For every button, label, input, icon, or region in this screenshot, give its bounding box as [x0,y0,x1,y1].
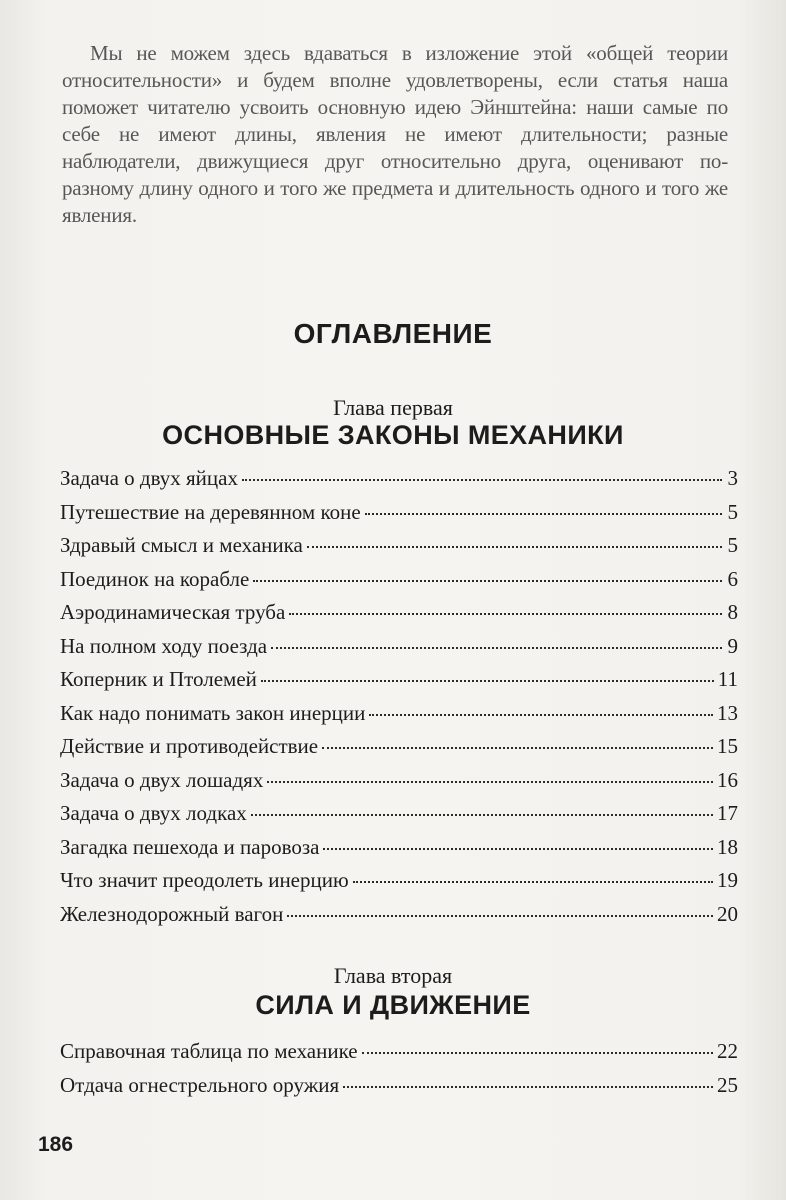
toc-entry-title: Загадка пешехода и паровоза [60,834,320,859]
toc-entry[interactable] [60,898,738,932]
toc-entry-page: 15 [717,734,738,758]
intro-paragraph-text: Мы не можем здесь вдаваться в изложение этой «общей теории относительности» и будем вполне удовлетворены, если статья наша поможет читателю усвоить основную идею Эйнштейна: наши самые по себе не имеют длины, явления не имеют длительности; разные наблюдатели, движущиеся друг относительно друга, оценивают по-разному длину одного и того же предмета и длительность одного и того же явления. [62,41,728,227]
toc-entry-title: Железнодорожный вагон [60,901,284,926]
toc-entry-title: Поединок на корабле [60,566,250,591]
toc-entry[interactable] [60,529,738,563]
dot-leader [362,1052,713,1054]
toc-entry[interactable] [60,864,738,898]
chapter-1-title: ОСНОВНЫЕ ЗАКОНЫ МЕХАНИКИ [162,420,624,450]
toc-entry[interactable] [60,496,738,530]
toc-entry-page: 9 [727,633,738,658]
dot-leader [369,714,713,716]
toc-entry-page: 5 [727,499,738,524]
toc-entry-title: Аэродинамическая труба [60,600,286,624]
toc-entry-title: Справочная таблица по механике [60,1039,358,1063]
toc-entry[interactable] [60,831,738,865]
toc-entry-page: 3 [727,466,738,490]
toc-entry-page: 11 [717,667,738,691]
toc-entry[interactable] [60,764,738,798]
chapter-1-label: Глава первая [333,395,453,420]
toc-entry-title: Путешествие на деревянном коне [60,499,361,524]
chapter-2-title: СИЛА И ДВИЖЕНИЕ [255,990,531,1020]
toc-entry-title: На полном ходу поезда [60,633,268,658]
dot-leader [353,881,713,883]
toc-entry-page: 22 [717,1039,738,1063]
toc-entry-title: Задача о двух лошадях [60,767,264,792]
toc-entry[interactable] [60,663,738,697]
toc-entry-page: 8 [727,600,738,624]
toc-entry-title: Задача о двух яйцах [60,466,238,490]
toc-entry-page: 6 [727,566,738,591]
intro-paragraph [62,40,728,229]
toc-entry[interactable] [60,630,738,664]
toc-entry[interactable] [60,563,738,597]
toc-entry[interactable] [60,462,738,496]
dot-leader [261,680,714,682]
toc-entry-title: Здравый смысл и механика [60,533,303,557]
dot-leader [251,814,713,816]
dot-leader [322,747,713,749]
dot-leader [307,546,722,548]
toc-entry-page: 20 [717,901,738,926]
toc-entry[interactable] [60,1069,738,1103]
dot-leader [271,647,722,649]
toc-entry-title: Что значит преодолеть инерцию [60,868,349,892]
dot-leader [287,915,713,917]
dot-leader [343,1086,713,1088]
dot-leader [242,479,722,481]
toc-entry-page: 19 [717,868,738,892]
toc-entry[interactable] [60,797,738,831]
dot-leader [289,613,722,615]
toc-entry[interactable] [60,697,738,731]
toc-heading: ОГЛАВЛЕНИЕ [293,318,493,349]
toc-entry-page: 16 [717,767,738,792]
toc-entry-title: Отдача огнестрельного оружия [60,1072,340,1097]
dot-leader [365,513,722,515]
toc-entry-title: Действие и противодействие [60,734,319,758]
dot-leader [253,580,722,582]
toc-entry-page: 5 [727,533,738,557]
toc-entry-page: 17 [717,801,738,825]
chapter-2-entries [60,1035,738,1102]
chapter-1-entries [60,462,738,931]
toc-entry-page: 25 [717,1072,738,1097]
chapter-2-label: Глава вторая [333,963,453,988]
toc-entry[interactable] [60,596,738,630]
toc-entry-title: Коперник и Птолемей [60,667,257,691]
toc-entry-title: Как надо понимать закон инерции [60,700,366,725]
dot-leader [267,781,713,783]
toc-entry-page: 18 [717,834,738,859]
toc-entry-page: 13 [717,700,738,725]
toc-entry[interactable] [60,1035,738,1069]
dot-leader [323,848,713,850]
toc-entry-title: Задача о двух лодках [60,801,247,825]
page-number: 186 [38,1133,74,1156]
toc-entry[interactable] [60,730,738,764]
